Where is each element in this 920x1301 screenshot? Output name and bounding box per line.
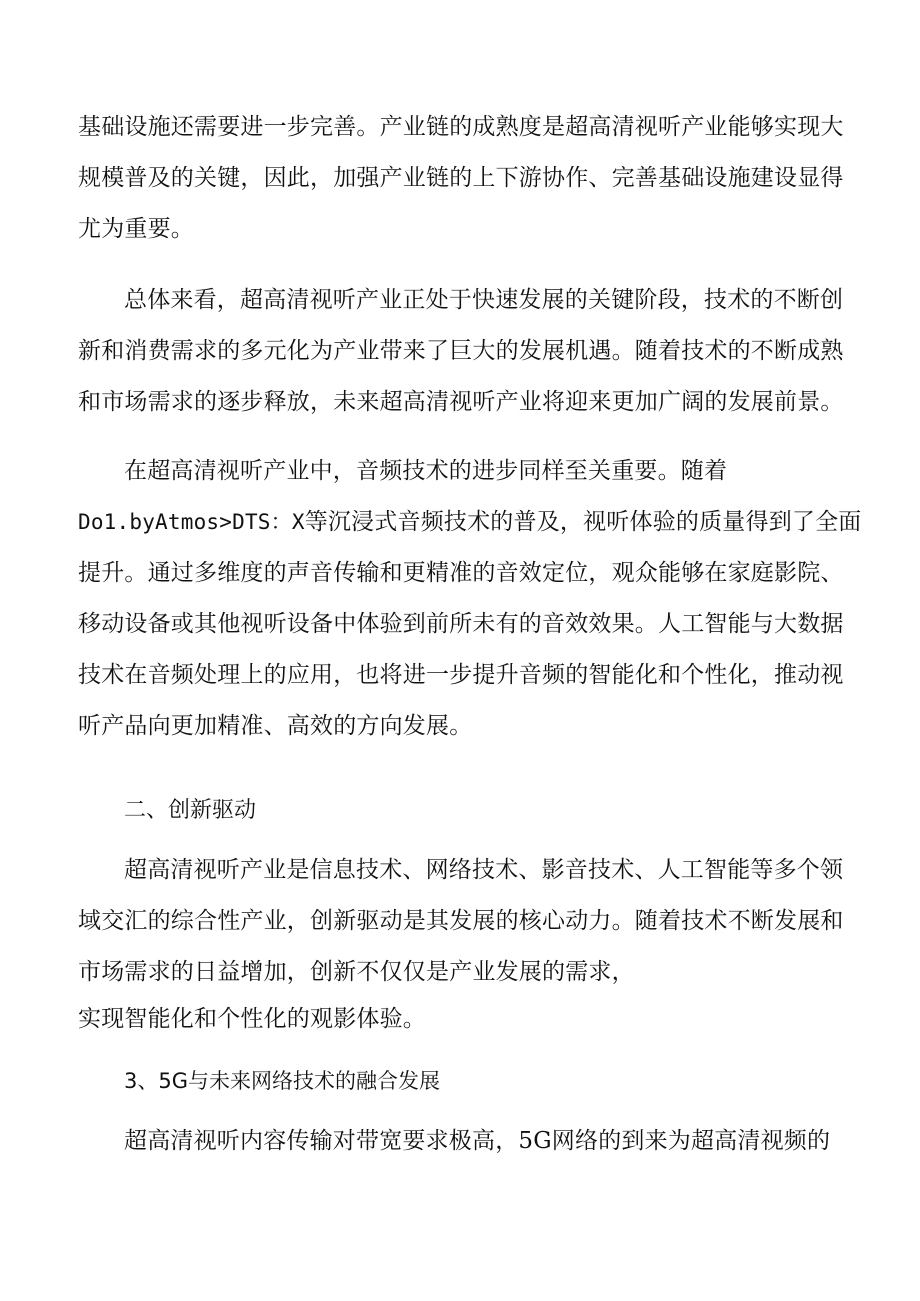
paragraph-3-line-1: 在超高清视听产业中，音频技术的进步同样至关重要。随着 xyxy=(124,458,728,484)
paragraph-3-line-2-text: 等沉浸式音频技术的普及，视听体验的质量得到了全面 xyxy=(304,509,862,535)
paragraph-2-line-1: 总体来看，超高清视听产业正处于快速发展的关键阶段，技术的不断创 xyxy=(124,287,844,313)
paragraph-4-line-2: 域交汇的综合性产业，创新驱动是其发展的核心动力。随着技术不断发展和 xyxy=(78,908,844,934)
paragraph-2-line-3: 和市场需求的逐步释放，未来超高清视听产业将迎来更加广阔的发展前景。 xyxy=(78,389,844,415)
paragraph-3-line-6: 听产品向更加精准、高效的方向发展。 xyxy=(78,713,473,739)
paragraph-4-line-3: 市场需求的日益增加，创新不仅仅是产业发展的需求， xyxy=(78,959,635,985)
paragraph-3-line-3: 提升。通过多维度的声音传输和更精准的音效定位，观众能够在家庭影院、 xyxy=(78,560,844,586)
section-heading-5g: 3、5G与未来网络技术的融合发展 xyxy=(124,1069,440,1093)
paragraph-4-line-1: 超高清视听产业是信息技术、网络技术、影音技术、人工智能等多个领 xyxy=(124,857,844,883)
paragraph-4-line-4: 实现智能化和个性化的观影体验。 xyxy=(78,1006,426,1032)
section-heading-innovation: 二、创新驱动 xyxy=(124,798,257,823)
paragraph-3-line-5: 技术在音频处理上的应用，也将进一步提升音频的智能化和个性化，推动视 xyxy=(78,662,844,688)
paragraph-1-line-1: 基础设施还需要进一步完善。产业链的成熟度是超高清视听产业能够实现大 xyxy=(78,114,844,140)
paragraph-1-line-3: 尤为重要。 xyxy=(78,216,194,242)
paragraph-5-line-1: 超高清视听内容传输对带宽要求极高，5G网络的到来为超高清视频的 xyxy=(124,1128,831,1154)
paragraph-3-line-2 xyxy=(78,507,862,537)
paragraph-1-line-2: 规模普及的关键，因此，加强产业链的上下游协作、完善基础设施建设显得 xyxy=(78,165,844,191)
audio-format-code: Do1.byAtmos>DTS：X xyxy=(78,510,305,534)
paragraph-2-line-2: 新和消费需求的多元化为产业带来了巨大的发展机遇。随着技术的不断成熟 xyxy=(78,338,844,364)
paragraph-3-line-4: 移动设备或其他视听设备中体验到前所未有的音效效果。人工智能与大数据 xyxy=(78,611,844,637)
